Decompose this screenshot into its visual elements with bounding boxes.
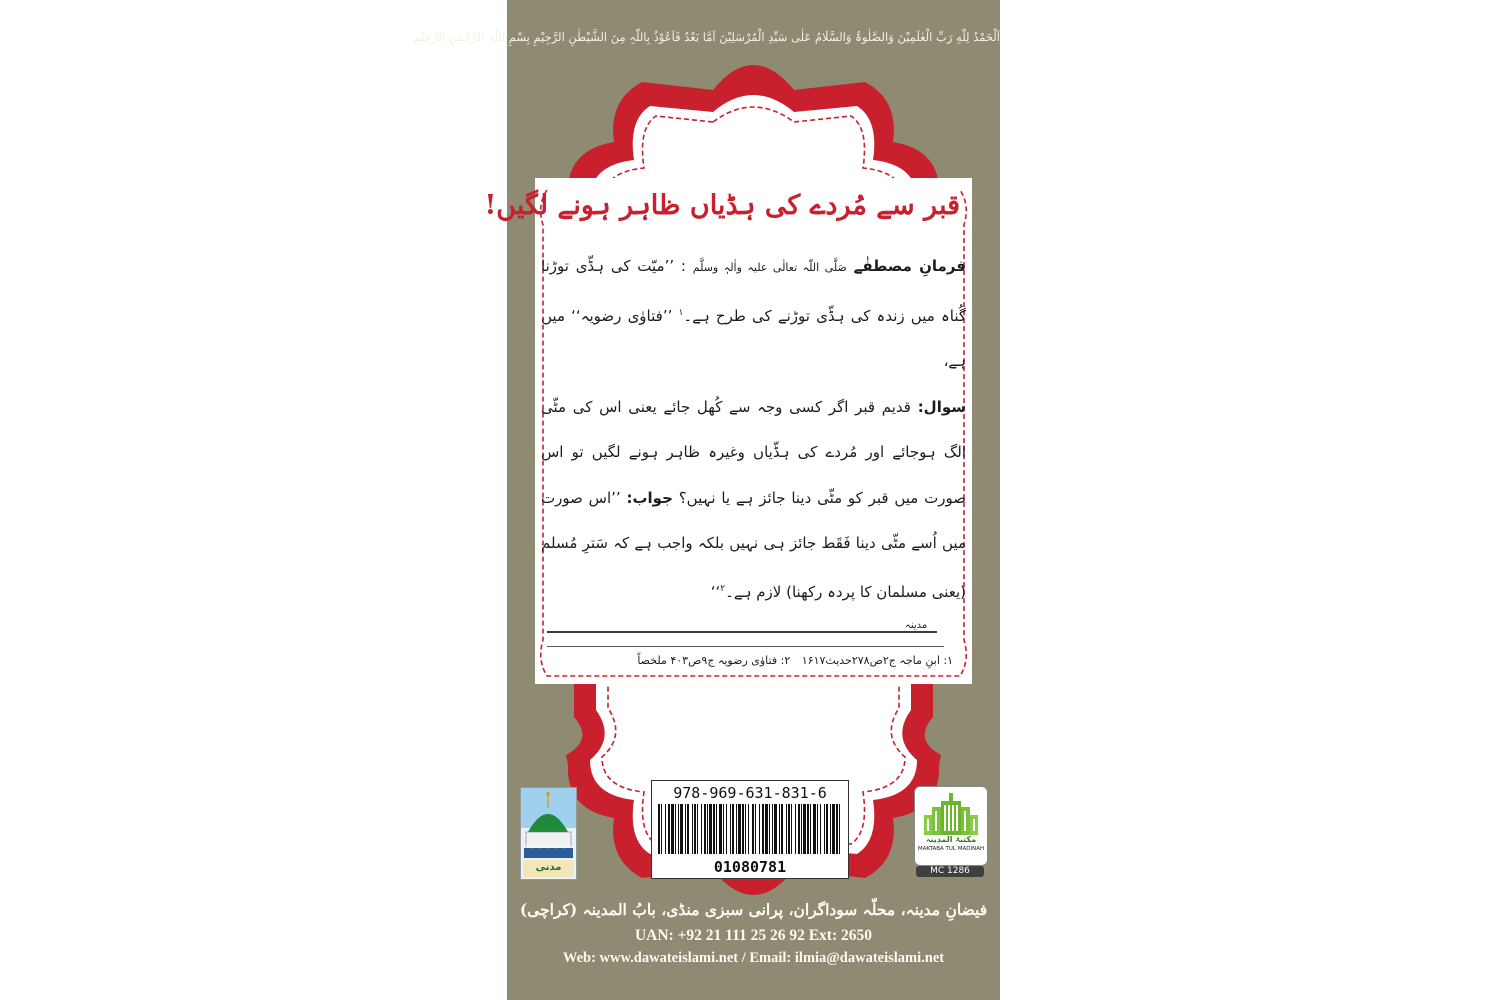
article-title: قبر سے مُردے کی ہڈیاں ظاہر ہونے لگیں! [484,190,960,221]
barcode-bar [786,804,787,854]
barcode-bar [732,804,734,854]
barcode-bar [824,804,825,854]
barcode-bar [769,804,770,854]
barcode-bar [755,804,756,854]
sawal-text: قدیم قبر اگر کسی وجہ سے کُھل جائے یعنی اس کی مٹّی الگ ہوجائے اور مُردے کی ہڈّیاں وغیرہ ظاہر ہونے لگیں تو اس صورت میں قبر کو مٹّی دینا جائز ہے یا نہیں؟ [541,397,966,507]
barcode-bar [803,804,806,854]
fatawa-reference: ’’فتاوٰی رضویہ‘‘ میں ہے، [541,306,966,370]
web-email: Web: www.dawateislami.net / Email: ilmia@dawateislami.net [562,950,945,966]
barcode-bar [830,804,831,854]
footnote-divider [547,646,944,647]
barcode-bar [685,804,686,854]
barcode-bar [752,804,754,854]
barcode-bar [759,804,760,854]
bismillah-header: اَلْحَمْدُ لِلّٰهِ رَبِّ الْعٰلَمِیْنَ وَالصَّلٰوۃُ وَالسَّلَامُ عَلٰی سَیِّدِ الْمُرْسَلِیْنَ اَمَّا بَعْدُ فَاَعُوْذُ بِاللّٰہِ مِنَ الشَّیْطٰنِ الرَّجِیْمِ بِسْمِ اللّٰہِ الرَّحْمٰنِ الرَّحِیْمِ [413,30,1000,44]
footnote-1: ۱: ابنِ ماجہ ج۲ص۲۷۸حدیث۱۶۱۷ [801,654,953,667]
barcode-bar [668,804,670,854]
farman-salutation: صَلَّی اللّٰہ تعالٰی علیہ واٰلہٖ وسلَّم [692,261,847,274]
uan-phone: UAN: +92 21 111 25 26 92 Ext: 2650 [634,927,873,944]
barcode-bar [671,804,674,854]
sawal-label: سوال: [917,397,966,416]
barcode-bar [742,804,744,854]
barcode-bar [658,804,660,854]
barcode-bar [675,804,676,854]
publisher-address: فیضانِ مدینہ، محلّہ سوداگران، پرانی سبزی منڈی، بابُ المدینہ (کراچی) [519,900,988,919]
closing-quote: ‘‘ [710,582,721,601]
barcode-bar [772,804,773,854]
question-answer-paragraph [541,385,966,616]
barcode-bar [765,804,768,854]
barcode-bar [694,804,696,854]
barcode-bar [707,804,708,854]
maktaba-english-caption: MAKTABA TUL MADINAH [917,846,985,852]
barcode-bar [736,804,737,854]
footnote-2: ۲: فتاوٰی رضویہ ج۹ص۴۰۳ ملخصاً [637,654,791,667]
barcode-bar [745,804,746,854]
madani-logo-caption: مدنی [535,862,562,873]
barcode-bar [826,804,828,854]
barcode-bar [704,804,706,854]
maktaba-logo [914,786,986,878]
barcode-bar [748,804,749,854]
footnotes [541,654,953,667]
barcode-bar [807,804,809,854]
barcode-bar [820,804,821,854]
barcode-bar [709,804,712,854]
farman-label: فرمانِ مصطفٰے [853,257,966,275]
barcode-bar [680,804,683,854]
barcode-bar [730,804,731,854]
barcode-bar [788,804,790,854]
signature-line [547,631,937,633]
barcode-bar [692,804,693,854]
barcode-bar [791,804,792,854]
barcode-bar [779,804,780,854]
barcode-bar [726,804,727,854]
barcode-bar [723,804,724,854]
footnote-marker-2: ۲ [720,583,726,594]
farman-text: : ’’میّت کی ہڈّی توڑنا گُناہ میں زندہ کی ہڈّی توڑنے کی طرح ہے۔ [541,257,966,325]
barcode-bar [697,804,698,854]
barcode-bar [661,804,662,854]
barcode-bar [713,804,715,854]
maktaba-logo-box [914,786,988,866]
barcode-bar [665,804,666,854]
maktaba-urdu-caption: مکتبۃ المدینہ [925,835,977,844]
barcode-bar [813,804,816,854]
barcode-bar [781,804,783,854]
jawab-label: جواب: [626,488,673,507]
isbn-number: 978-969-631-831-6 [673,784,827,802]
article-body [541,244,966,615]
barcode-bar [701,804,702,854]
barcode-bar [836,804,838,854]
barcode-bar [801,804,802,854]
barcode-bar [774,804,777,854]
barcode-bar [678,804,679,854]
signature-text: مدینہ [905,620,928,631]
barcode-bar [795,804,796,854]
barcode-bar [798,804,800,854]
madani-logo [520,787,577,880]
barcode-bar [719,804,722,854]
barcode-bars [658,804,842,854]
barcode-bar [832,804,835,854]
isbn-barcode [651,780,849,879]
barcode-bar [839,804,840,854]
barcode-bar [738,804,741,854]
hadith-paragraph [541,244,966,385]
barcode-bar [687,804,689,854]
barcode-number: 01080781 [713,858,787,876]
barcode-bar [716,804,717,854]
jawab-text: ’’اس صورت میں اُسے مٹّی دینا فَقَط جائز ہی نہیں بلکہ واجب ہے کہ سَترِ مُسلم (یعنی مسلمان کا پردہ رکھنا) لازم ہے۔ [541,488,966,601]
barcode-bar [817,804,818,854]
back-cover [413,0,1000,1000]
barcode-bar [810,804,811,854]
maktaba-code: MC 1286 [916,866,984,877]
footnote-marker-1: ۱ [678,307,684,318]
barcode-bar [762,804,764,854]
